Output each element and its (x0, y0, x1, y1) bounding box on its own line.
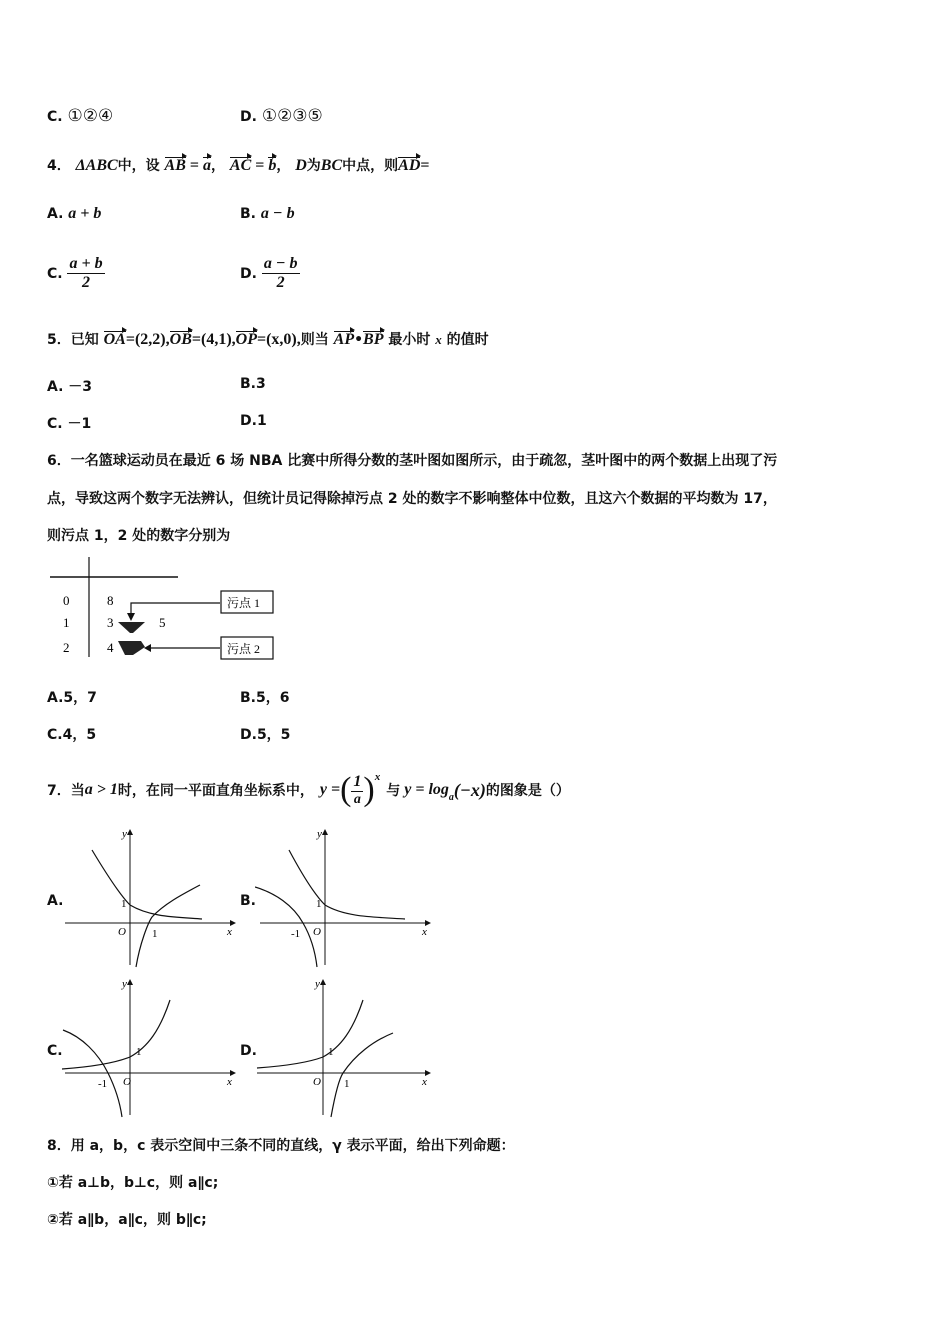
stem-2: 2 (63, 640, 70, 655)
exp-curve (92, 850, 202, 919)
x-label: x (422, 1076, 427, 1088)
q6-option-a: A.5，7 (47, 690, 97, 706)
arrow-1 (131, 603, 220, 615)
stem-1: 1 (63, 615, 70, 630)
q5-option-d: D.1 (240, 413, 267, 429)
q5-option-c: C. －1 (47, 416, 92, 432)
stem-leaf-plot (45, 555, 285, 670)
fraction: $\frac{a - b}{2}$ (263, 255, 298, 291)
q3-option-d: D. ①②③⑤ (240, 106, 323, 125)
x-label: x (422, 926, 427, 938)
x-label: x (227, 1076, 232, 1088)
log-curve (136, 885, 200, 967)
fraction: $\frac{a + b}{2}$ (69, 255, 103, 291)
x-neg-one-label: -1 (291, 928, 301, 940)
q5-stem: 5．已知 OA=(2,2),OB=(4,1),OP=(x,0),则当 AP•BP 最小时 x 的值时 (47, 331, 489, 348)
q4-option-d: D. $\frac{a - b}{2}$ (240, 255, 298, 291)
y-label: y (122, 978, 127, 990)
y-one-label: 1 (316, 898, 322, 910)
y-label: y (315, 978, 320, 990)
y-one-label: 1 (328, 1046, 334, 1058)
origin-label: O (313, 926, 321, 938)
q8-stem: 8．用 a，b，c 表示空间中三条不同的直线，γ 表示平面，给出下列命题： (47, 1138, 515, 1154)
x-one-label: 1 (152, 928, 158, 940)
paren-right: ) (363, 771, 375, 808)
y-axis-arrow (127, 829, 133, 835)
x-label: x (227, 926, 232, 938)
y-axis-arrow (127, 979, 133, 985)
q7-graph-d (255, 975, 435, 1120)
y-axis-arrow (320, 979, 326, 985)
q4-stem: 4． ΔABC中，设 AB = a， AC = b， D为BC中点，则AD= (47, 157, 430, 174)
y-label: y (317, 828, 322, 840)
q7-graph-b (255, 825, 435, 970)
log-curve (331, 1033, 393, 1117)
stain-2-mark (118, 641, 145, 655)
q6-stem-line3: 则污点 1，2 处的数字分别为 (47, 528, 231, 544)
x-one-label: 1 (344, 1078, 350, 1090)
log-curve (255, 887, 317, 967)
q8-proposition-2: ②若 a∥b，a∥c，则 b∥c; (47, 1212, 207, 1228)
stem-0: 0 (63, 593, 70, 608)
q6-stem-line1: 6．一名篮球运动员在最近 6 场 NBA 比赛中所得分数的茎叶图如图所示，由于疏忽，茎叶图中的两个数据上出现了污 (47, 453, 778, 469)
q4-option-a: A. a + b (47, 205, 102, 222)
leaf-extra: 5 (159, 615, 166, 630)
q6-option-c: C.4，5 (47, 727, 97, 743)
exp-curve (62, 1000, 170, 1069)
q5-option-b: B.3 (240, 376, 266, 392)
q7-graph-d-label: D. (240, 1043, 257, 1059)
q4-option-c: C. $\frac{a + b}{2}$ (47, 255, 103, 291)
y-one-label: 1 (136, 1046, 142, 1058)
q7-graph-a (60, 825, 240, 970)
q7-graph-a-label: A. (47, 893, 64, 909)
origin-label: O (313, 1076, 321, 1088)
leaf-1: 3 (107, 615, 114, 630)
q6-option-d: D.5，5 (240, 727, 291, 743)
stain-1-label: 污点 1 (227, 596, 261, 610)
q7-graph-c (60, 975, 240, 1120)
fraction: $\frac{1}{a}$ (353, 772, 362, 807)
paren-left: ( (340, 771, 352, 808)
y-label: y (122, 828, 127, 840)
q3-option-c: C. ①②④ (47, 106, 114, 125)
origin-label: O (118, 926, 126, 938)
q5-option-a: A. －3 (47, 379, 93, 395)
origin-label: O (123, 1076, 131, 1088)
y-one-label: 1 (121, 898, 127, 910)
arrow-2-head (144, 644, 151, 652)
q7-stem: 7． 当 a > 1 时，在同一平面直角坐标系中， y = ( $\frac{1}{a}$ ) $^x$ 与 y = log $_a$ (−x) 的图象是（） (47, 771, 570, 808)
q6-option-b: B.5，6 (240, 690, 290, 706)
x-neg-one-label: -1 (98, 1078, 108, 1090)
arrow-1-head (127, 613, 135, 621)
exp-curve (289, 850, 405, 919)
stain-2-label: 污点 2 (227, 642, 261, 656)
stain-1-mark (118, 622, 145, 633)
leaf-0: 8 (107, 593, 114, 608)
q7-graph-c-label: C. (47, 1043, 63, 1059)
exp-curve (257, 1000, 363, 1068)
q8-proposition-1: ①若 a⊥b，b⊥c，则 a∥c; (47, 1175, 219, 1191)
leaf-2: 4 (107, 640, 114, 655)
q4-option-b: B. a − b (240, 205, 295, 222)
q7-graph-b-label: B. (240, 893, 256, 909)
y-axis-arrow (322, 829, 328, 835)
q6-stem-line2: 点，导致这两个数字无法辨认，但统计员记得除掉污点 2 处的数字不影响整体中位数，且这六个数据的平均数为 17， (47, 491, 777, 507)
